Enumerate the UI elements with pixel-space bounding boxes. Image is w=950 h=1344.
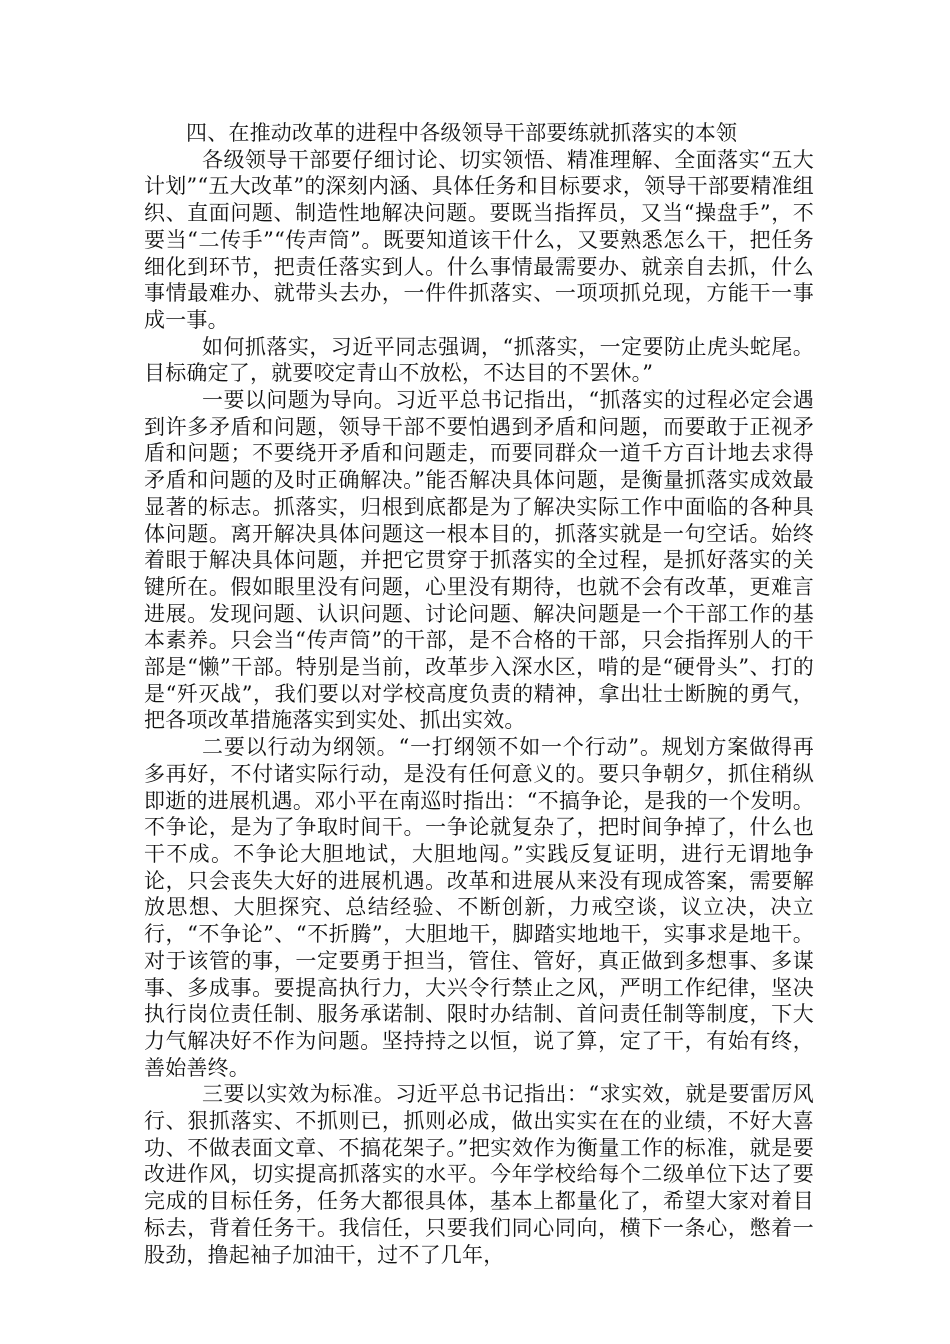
paragraph-quote: 如何抓落实，习近平同志强调，“抓落实，一定要防止虎头蛇尾。目标确定了，就要咬定青山不放松，不达目的不罢休。”	[144, 334, 814, 386]
paragraph-problem-oriented: 一要以问题为导向。习近平总书记指出，“抓落实的过程必定会遇到许多矛盾和问题，领导干部不要怕遇到矛盾和问题，而要敢于正视矛盾和问题；不要绕开矛盾和问题走，而要同群众一道千方百计地去求得矛盾和问题的及时正确解决。”能否解决具体问题，是衡量抓落实成效最显著的标志。抓落实，归根到底都是为了解决实际工作中面临的各种具体问题。离开解决具体问题这一根本目的，抓落实就是一句空话。始终着眼于解决具体问题，并把它贯穿于抓落实的全过程，是抓好落实的关键所在。假如眼里没有问题，心里没有期待，也就不会有改革，更难言进展。发现问题、认识问题、讨论问题、解决问题是一个干部工作的基本素养。只会当“传声筒”的干部，是不合格的干部，只会指挥别人的干部是“懒”干部。特别是当前，改革步入深水区，啃的是“硬骨头”、打的是“歼灭战”，我们要以对学校高度负责的精神，拿出壮士断腕的勇气，把各项改革措施落实到实处、抓出实效。	[144, 388, 814, 733]
paragraph-results-oriented: 三要以实效为标准。习近平总书记指出：“求实效，就是要雷厉风行、狠抓落实、不抓则已，抓则必成，做出实实在在的业绩，不好大喜功、不做表面文章、不搞花架子。”把实效作为衡量工作的标准，就是要改进作风，切实提高抓落实的水平。今年学校给每个二级单位下达了要完成的目标任务，任务大都很具体，基本上都量化了，希望大家对着目标去，背着任务干。我信任，只要我们同心同向，横下一条心，憋着一股劲，撸起袖子加油干，过不了几年，	[144, 1082, 814, 1267]
paragraph-action-oriented: 二要以行动为纲领。“一打纲领不如一个行动”。规划方案做得再多再好，不付诸实际行动，是没有任何意义的。要只争朝夕，抓住稍纵即逝的进展机遇。邓小平在南巡时指出：“不搞争论，是我的一个发明。不争论，是为了争取时间干。一争论就复杂了，把时间争掉了，什么也干不成。不争论大胆地试，大胆地闯。”实践反复证明，进行无谓地争论，只会丧失大好的进展机遇。改革和进展从来没有现成答案，需要解放思想、大胆探究、总结经验、不断创新，力戒空谈，议立决，决立行，“不争论”、“不折腾”，大胆地干，脚踏实地地干，实事求是地干。对于该管的事，一定要勇于担当，管住、管好，真正做到多想事、多谋事、多成事。要提高执行力，大兴令行禁止之风，严明工作纪律，坚决执行岗位责任制、服务承诺制、限时办结制、首问责任制等制度，下大力气解决好不作为问题。坚持持之以恒，说了算，定了干，有始有终，善始善终。	[144, 735, 814, 1080]
document-body	[144, 120, 814, 1268]
section-heading: 四、在推动改革的进程中各级领导干部要练就抓落实的本领	[186, 121, 738, 145]
paragraph-intro: 各级领导干部要仔细讨论、切实领悟、精准理解、全面落实“五大计划”“五大改革”的深刻内涵、具体任务和目标要求，领导干部要精准组织、直面问题、制造性地解决问题。要既当指挥员，又当“操盘手”，不要当“二传手”“传声筒”。既要知道该干什么，又要熟悉怎么干，把任务细化到环节，把责任落实到人。什么事情最需要办、就亲自去抓，什么事情最难办、就带头去办，一件件抓落实、一项项抓兑现，方能干一事成一事。	[144, 147, 814, 332]
